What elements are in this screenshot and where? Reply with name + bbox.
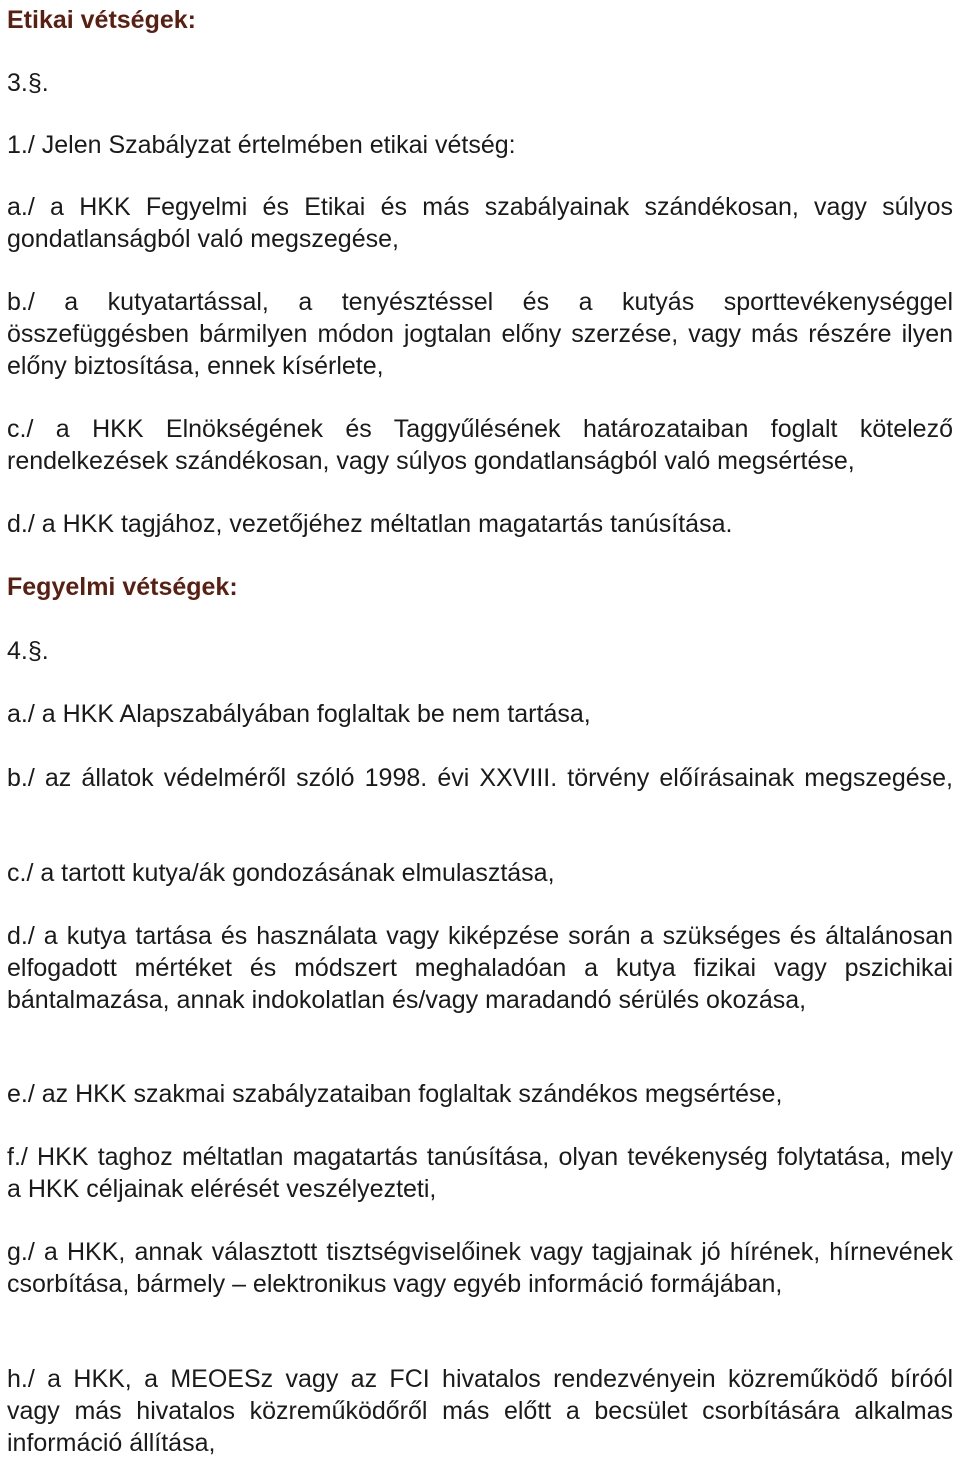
disciplinary-section-number: 4.§. [7, 637, 49, 665]
disciplinary-item-a: a./ a HKK Alapszabályában foglaltak be nem tartása, [7, 700, 591, 728]
disciplinary-item-h: h./ a HKK, a MEOESz vagy az FCI hivatalos rendezvényein közreműködő bíróól vagy más hivatalos közreműködőről más előtt a becsület csorbítására alkalmas információ állítása, [7, 1365, 953, 1457]
disciplinary-item-g: g./ a HKK, annak választott tisztségviselőinek vagy tagjainak jó hírének, hírnevének csorbítása, bármely – elektronikus vagy egyéb információ formájában, [7, 1238, 953, 1298]
ethical-heading: Etikai vétségek: [7, 6, 196, 34]
ethical-section-number: 3.§. [7, 69, 49, 97]
disciplinary-item-c: c./ a tartott kutya/ák gondozásának elmulasztása, [7, 859, 555, 887]
ethical-item-a: a./ a HKK Fegyelmi és Etikai és más szabályainak szándékosan, vagy súlyos gondatlanságból való megszegése, [7, 193, 953, 253]
ethical-item-c: c./ a HKK Elnökségének és Taggyűlésének határozataiban foglalt kötelező rendelkezések szándékosan, vagy súlyos gondatlanságból való megsértése, [7, 415, 953, 475]
disciplinary-item-d: d./ a kutya tartása és használata vagy kiképzése során a szükséges és általánosan elfogadott mértéket és módszert meghaladóan a kutya fizikai vagy pszichikai bántalmazása, annak indokolatlan és/vagy maradandó sérülés okozása, [7, 922, 953, 1014]
disciplinary-item-b: b./ az állatok védelméről szóló 1998. évi XXVIII. törvény előírásainak megszegése, [7, 764, 953, 792]
ethical-item-d: d./ a HKK tagjához, vezetőjéhez méltatlan magatartás tanúsítása. [7, 510, 733, 538]
disciplinary-item-e: e./ az HKK szakmai szabályzataiban foglaltak szándékos megsértése, [7, 1080, 783, 1108]
ethical-intro: 1./ Jelen Szabályzat értelmében etikai vétség: [7, 131, 516, 159]
disciplinary-item-f: f./ HKK taghoz méltatlan magatartás tanúsítása, olyan tevékenység folytatása, mely a HKK céljainak elérését veszélyezteti, [7, 1143, 953, 1203]
disciplinary-heading: Fegyelmi vétségek: [7, 573, 238, 601]
ethical-item-b: b./ a kutyatartással, a tenyésztéssel és a kutyás sporttevékenységgel összefüggésben bármilyen módon jogtalan előny szerzése, vagy más részére ilyen előny biztosítása, ennek kísérlete, [7, 288, 953, 380]
